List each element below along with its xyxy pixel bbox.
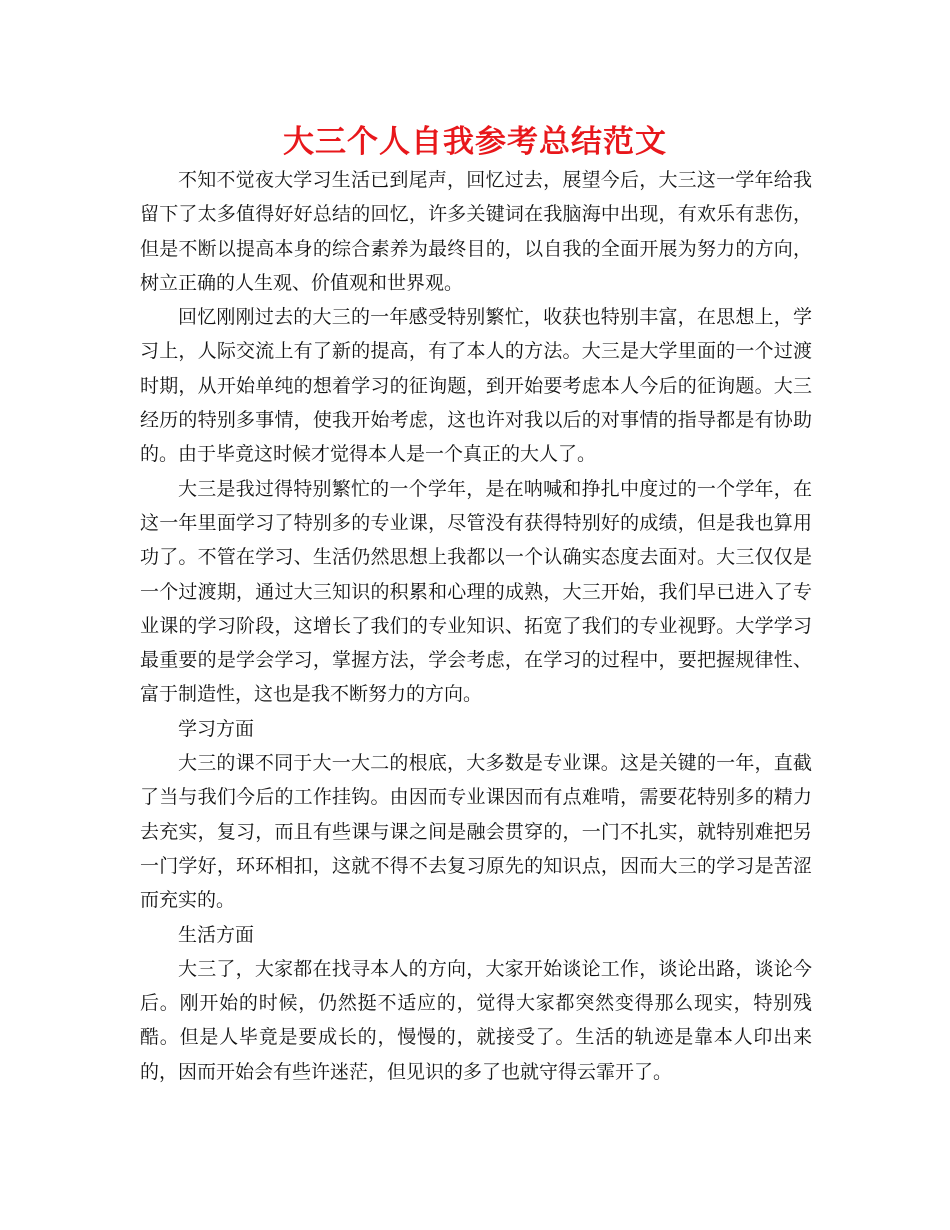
paragraph-study: 大三的课不同于大一大二的根底，大多数是专业课。这是关键的一年，直截了当与我们今后的工作挂钩。由因而专业课因而有点难啃，需要花特别多的精力去充实，复习，而且有些课与课之间是融会贯穿的，一门不扎实，就特别难把另一门学好，环环相扣，这就不得不去复习原先的知识点，因而大三的学习是苦涩而充实的。 <box>140 752 812 912</box>
document-body <box>140 163 812 1089</box>
paragraph-busy-year: 大三是我过得特别繁忙的一个学年，是在呐喊和挣扎中度过的一个学年，在这一年里面学习了特别多的专业课，尽管没有获得特别好的成绩，但是我也算用功了。不管在学习、生活仍然思想上我都以一个认确实态度去面对。大三仅仅是一个过渡期，通过大三知识的积累和心理的成熟，大三开始，我们早已进入了专业课的学习阶段，这增长了我们的专业知识、拓宽了我们的专业视野。大学学习最重要的是学会学习，掌握方法，学会考虑，在学习的过程中，要把握规律性、富于制造性，这也是我不断努力的方向。 <box>140 477 812 706</box>
section-heading-study: 学习方面 <box>178 717 255 740</box>
paragraph-life: 大三了，大家都在找寻本人的方向，大家开始谈论工作，谈论出路，谈论今后。刚开始的时候，仍然挺不适应的，觉得大家都突然变得那么现实，特别残酷。但是人毕竟是要成长的，慢慢的，就接受了。生活的轨迹是靠本人印出来的，因而开始会有些许迷茫，但见识的多了也就守得云霏开了。 <box>140 957 812 1083</box>
paragraph-intro: 不知不觉夜大学习生活已到尾声，回忆过去，展望今后，大三这一学年给我留下了太多值得好好总结的回忆，许多关键词在我脑海中出现，有欢乐有悲伤，但是不断以提高本身的综合素养为最终目的，以自我的全面开展为努力的方向，树立正确的人生观、价值观和世界观。 <box>140 169 812 294</box>
section-heading-life: 生活方面 <box>178 923 255 946</box>
document-title: 大三个人自我参考总结范文 <box>283 124 667 160</box>
paragraph-review: 回忆刚刚过去的大三的一年感受特别繁忙，收获也特别丰富，在思想上，学习上，人际交流上有了新的提高，有了本人的方法。大三是大学里面的一个过渡时期，从开始单纯的想着学习的征询题，到开始要考虑本人今后的征询题。大三经历的特别多事情，使我开始考虑，这也许对我以后的对事情的指导都是有协助的。由于毕竟这时候才觉得本人是一个真正的大人了。 <box>140 306 812 466</box>
